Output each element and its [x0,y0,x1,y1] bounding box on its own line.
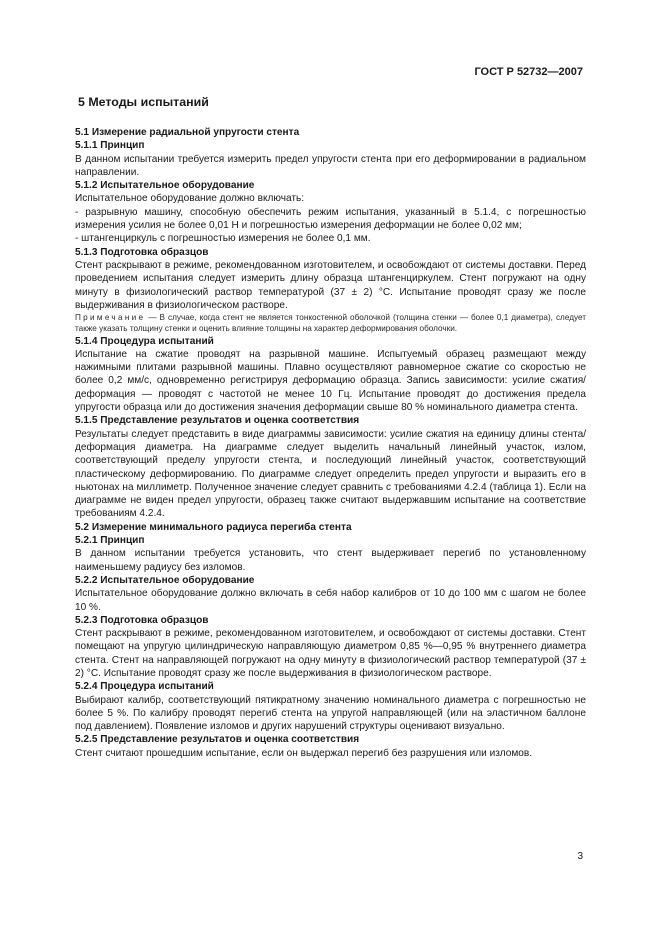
clause-5-1-3-title: 5.1.3 Подготовка образцов [75,246,209,258]
clause-5-1-2-item-2: - штангенциркуль с погрешностью измерения не более 0,1 мм. [75,233,371,245]
note-text: — В случае, когда стент не является тонкостенной оболочкой (толщина стенки — более 0,1 диаметра), следует также указать толщину стенки и оценить влияние толщины на характер деформирования оболочки. [75,313,586,334]
clause-5-2-5-text: Стент считают прошедшим испытание, если он выдержал перегиб без разрушения или изломов. [75,747,533,759]
clause-5-2-1-text: В данном испытании требуется установить, что стент выдерживает перегиб по установленному наименьшему радиусу без изломов. [75,548,586,573]
note-label: Примечание [75,313,146,323]
clause-5-2-3-title: 5.2.3 Подготовка образцов [75,614,209,626]
clause-5-1-3-text: Стент раскрывают в режиме, рекомендованном изготовителем, и освобождают от системы доставки. Перед проведением испытания следует измерить длину образца штангенциркулем. Стент погружают на одну минуту в физиологический раствор температурой (37 ± 2) °С. Испытание проводят сразу же после выдерживания в физиологическом растворе. [75,259,586,311]
clause-5-2-4-text: Выбирают калибр, соответствующий пятикратному значению номинального диаметра с погрешностью не более 5 %. По калибру проводят перегиб стента на упругой направляющей (или на эластичном баллоне под давлением). Появление изломов и других нарушений структуры оценивают визуально. [75,694,586,733]
clause-5-2-2-text: Испытательное оборудование должно включать в себя набор калибров от 10 до 100 мм с шагом не более 10 %. [75,588,586,613]
page-number: 3 [577,851,583,862]
clause-5-2-2-title: 5.2.2 Испытательное оборудование [75,574,255,586]
clause-5-2-5-title: 5.2.5 Представление результатов и оценка соответствия [75,734,360,746]
clause-5-1-2-item-1: - разрывную машину, способную обеспечить режим испытания, указанный в 5.1.4, с погрешностью измерения усилия не более 0,01 Н и погрешностью измерения деформации не более 0,02 мм; [75,206,586,232]
clause-5-1-1-text: В данном испытании требуется измерить предел упругости стента при его деформировании в радиальном направлении. [75,153,586,178]
clause-5-1-2-title: 5.1.2 Испытательное оборудование [75,180,255,192]
subsection-5-1-title: 5.1 Измерение радиальной упругости стента [75,127,300,138]
clause-5-2-4-title: 5.2.4 Процедура испытаний [75,681,214,693]
document-body [75,95,586,760]
clause-5-1-4-text: Испытание на сжатие проводят на разрывной машине. Испытуемый образец размещают между нажимными плитами разрывной машины. Плавно осуществляют равномерное сжатие со скоростью не более 0,2 мм/с, одновременно регистрируя деформацию образца. Запись зависимости: усилие сжатия/деформация — проводят с частотой не менее 10 Гц. Испытание проводят до достижения предела упругости образца или до достижения значения деформации свыше 80 % номинального диаметра стента. [75,348,586,414]
clause-5-1-1-title: 5.1.1 Принцип [75,140,145,152]
clause-5-1-4-title: 5.1.4 Процедура испытаний [75,335,214,347]
document-id: ГОСТ Р 52732—2007 [474,66,583,78]
section-title: 5 Методы испытаний [78,95,209,109]
note [75,312,586,334]
clause-5-1-5-title: 5.1.5 Представление результатов и оценка соответствия [75,415,360,427]
subsection-5-2-title: 5.2 Измерение минимального радиуса перегиба стента [75,521,352,533]
clause-5-2-3-text: Стент раскрывают в режиме, рекомендованном изготовителем, и освобождают от системы доставки. Стент помещают на упругую цилиндрическую направляющую диаметром 0,85 %—0,95 % внутреннего диаметра стента. Стент на направляющей погружают на одну минуту в физиологический раствор температурой (37 ± 2) °С. Испытание проводят сразу же после выдерживания в физиологическом растворе. [75,628,586,679]
clause-5-2-1-title: 5.2.1 Принцип [75,535,145,547]
clause-5-1-2-intro: Испытательное оборудование должно включать: [75,193,305,205]
clause-5-1-5-text: Результаты следует представить в виде диаграммы зависимости: усилие сжатия на единицу длины стента/деформация диаметра. На диаграмме следует выделить начальный линейный участок, излом, соответствующий пределу упругости стента, и последующий линейный участок, соответствующий пластическому деформированию. По диаграмме следует определить предел упругости и выразить его в ньютонах на миллиметр. Полученное значение следует сравнить с требованиями 4.2.4 (таблица 1). Если на диаграмме не виден предел упругости, образец также считают выдержавшим испытание на соответствие требованиям 4.2.4. [75,428,586,520]
